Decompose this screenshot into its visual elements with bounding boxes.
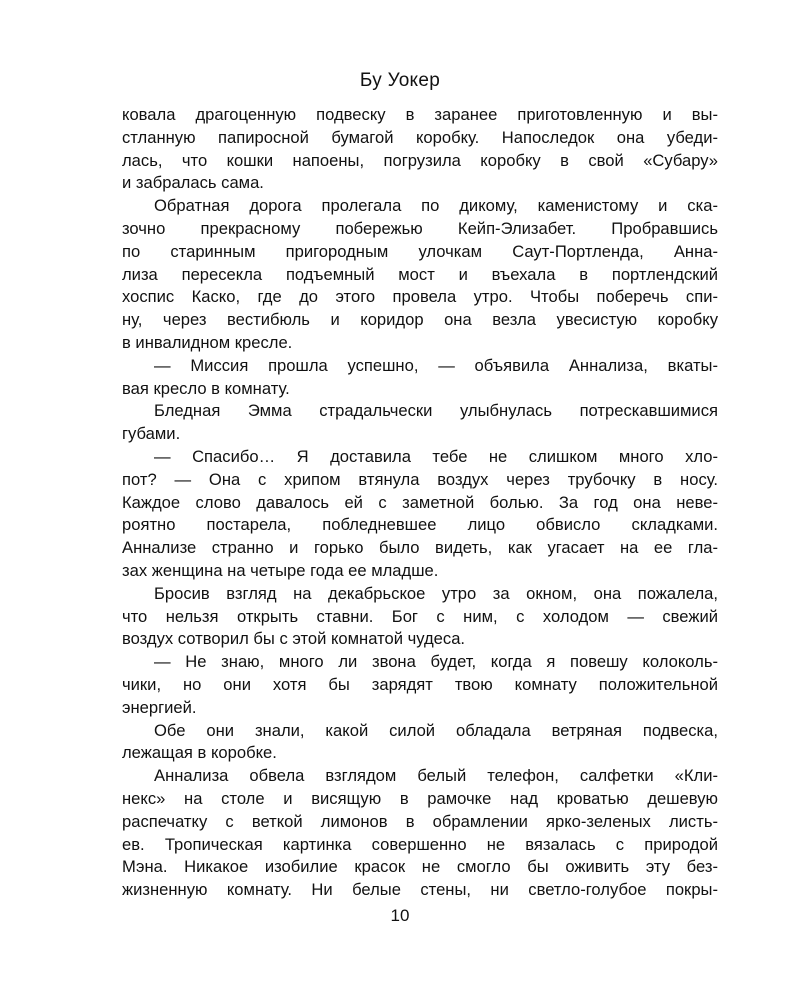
text-line: роятно постарела, побледневшее лицо обвисло складками. xyxy=(122,515,718,535)
text-line: жизненную комнату. Ни белые стены, ни светло-голубое покры- xyxy=(122,880,718,900)
text-line: лась, что кошки напоены, погрузила коробку в свой «Субару» xyxy=(122,150,718,170)
text-line: Аннализа обвела взглядом белый телефон, салфетки «Кли- xyxy=(154,766,718,786)
text-line: ну, через вестибюль и коридор она везла увесистую коробку xyxy=(122,310,718,330)
text-line: пот? — Она с хрипом втянула воздух через трубочку в носу. xyxy=(122,469,718,489)
text-line: Обратная дорога пролегала по дикому, каменистому и ска- xyxy=(154,196,718,216)
text-line: хоспис Каско, где до этого провела утро. Чтобы поберечь спи- xyxy=(122,287,718,307)
text-line: Каждое слово давалось ей с заметной болью. За год она неве- xyxy=(122,492,718,512)
text-line: Мэна. Никакое изобилие красок не смогло бы оживить эту без- xyxy=(122,857,718,877)
page-number: 10 xyxy=(390,906,410,925)
text-line: ев. Тропическая картинка совершенно не вязалась с природой xyxy=(122,834,718,854)
text-line: — Спасибо… Я доставила тебе не слишком много хло- xyxy=(154,446,718,466)
text-line: губами. xyxy=(122,424,181,444)
body-text xyxy=(122,104,718,902)
text-line: Аннализе странно и горько было видеть, как угасает на ее гла- xyxy=(122,538,718,558)
text-line: Обе они знали, какой силой обладала ветряная подвеска, xyxy=(154,720,718,740)
text-line: в инвалидном кресле. xyxy=(122,332,293,352)
text-line: — Миссия прошла успешно, — объявила Аннализа, вкаты- xyxy=(154,355,718,375)
text-line: лежащая в коробке. xyxy=(122,743,277,763)
text-line: энергией. xyxy=(122,697,197,717)
text-line: Бледная Эмма страдальчески улыбнулась потрескавшимися xyxy=(154,401,718,421)
text-line: стланную папиросной бумагой коробку. Напоследок она убеди- xyxy=(122,127,718,147)
text-line: ковала драгоценную подвеску в заранее приготовленную и вы- xyxy=(122,105,718,124)
running-header: Бу Уокер xyxy=(359,70,441,91)
text-line: лиза пересекла подъемный мост и въехала в портлендский xyxy=(122,264,718,284)
text-line: чики, но они хотя бы зарядят твою комнату положительной xyxy=(122,674,718,694)
text-line: что нельзя открыть ставни. Бог с ним, с холодом — свежий xyxy=(122,606,718,626)
text-line: по старинным пригородным улочкам Саут-Портленда, Анна- xyxy=(122,241,718,261)
text-line: распечатку с веткой лимонов в обрамлении ярко-зеленых листь- xyxy=(122,811,718,831)
text-line: зочно прекрасному побережью Кейп-Элизабет. Пробравшись xyxy=(122,218,718,238)
text-line: Бросив взгляд на декабрьское утро за окном, она пожалела, xyxy=(154,583,718,603)
text-line: некс» на столе и висящую в рамочке над кроватью дешевую xyxy=(122,788,718,808)
text-line: зах женщина на четыре года ее младше. xyxy=(122,560,439,580)
text-line: — Не знаю, много ли звона будет, когда я повешу колоколь- xyxy=(154,652,718,672)
text-line: вая кресло в комнату. xyxy=(122,378,290,398)
text-line: и забралась сама. xyxy=(122,173,264,193)
text-line: воздух сотворил бы с этой комнатой чудеса. xyxy=(122,629,466,649)
